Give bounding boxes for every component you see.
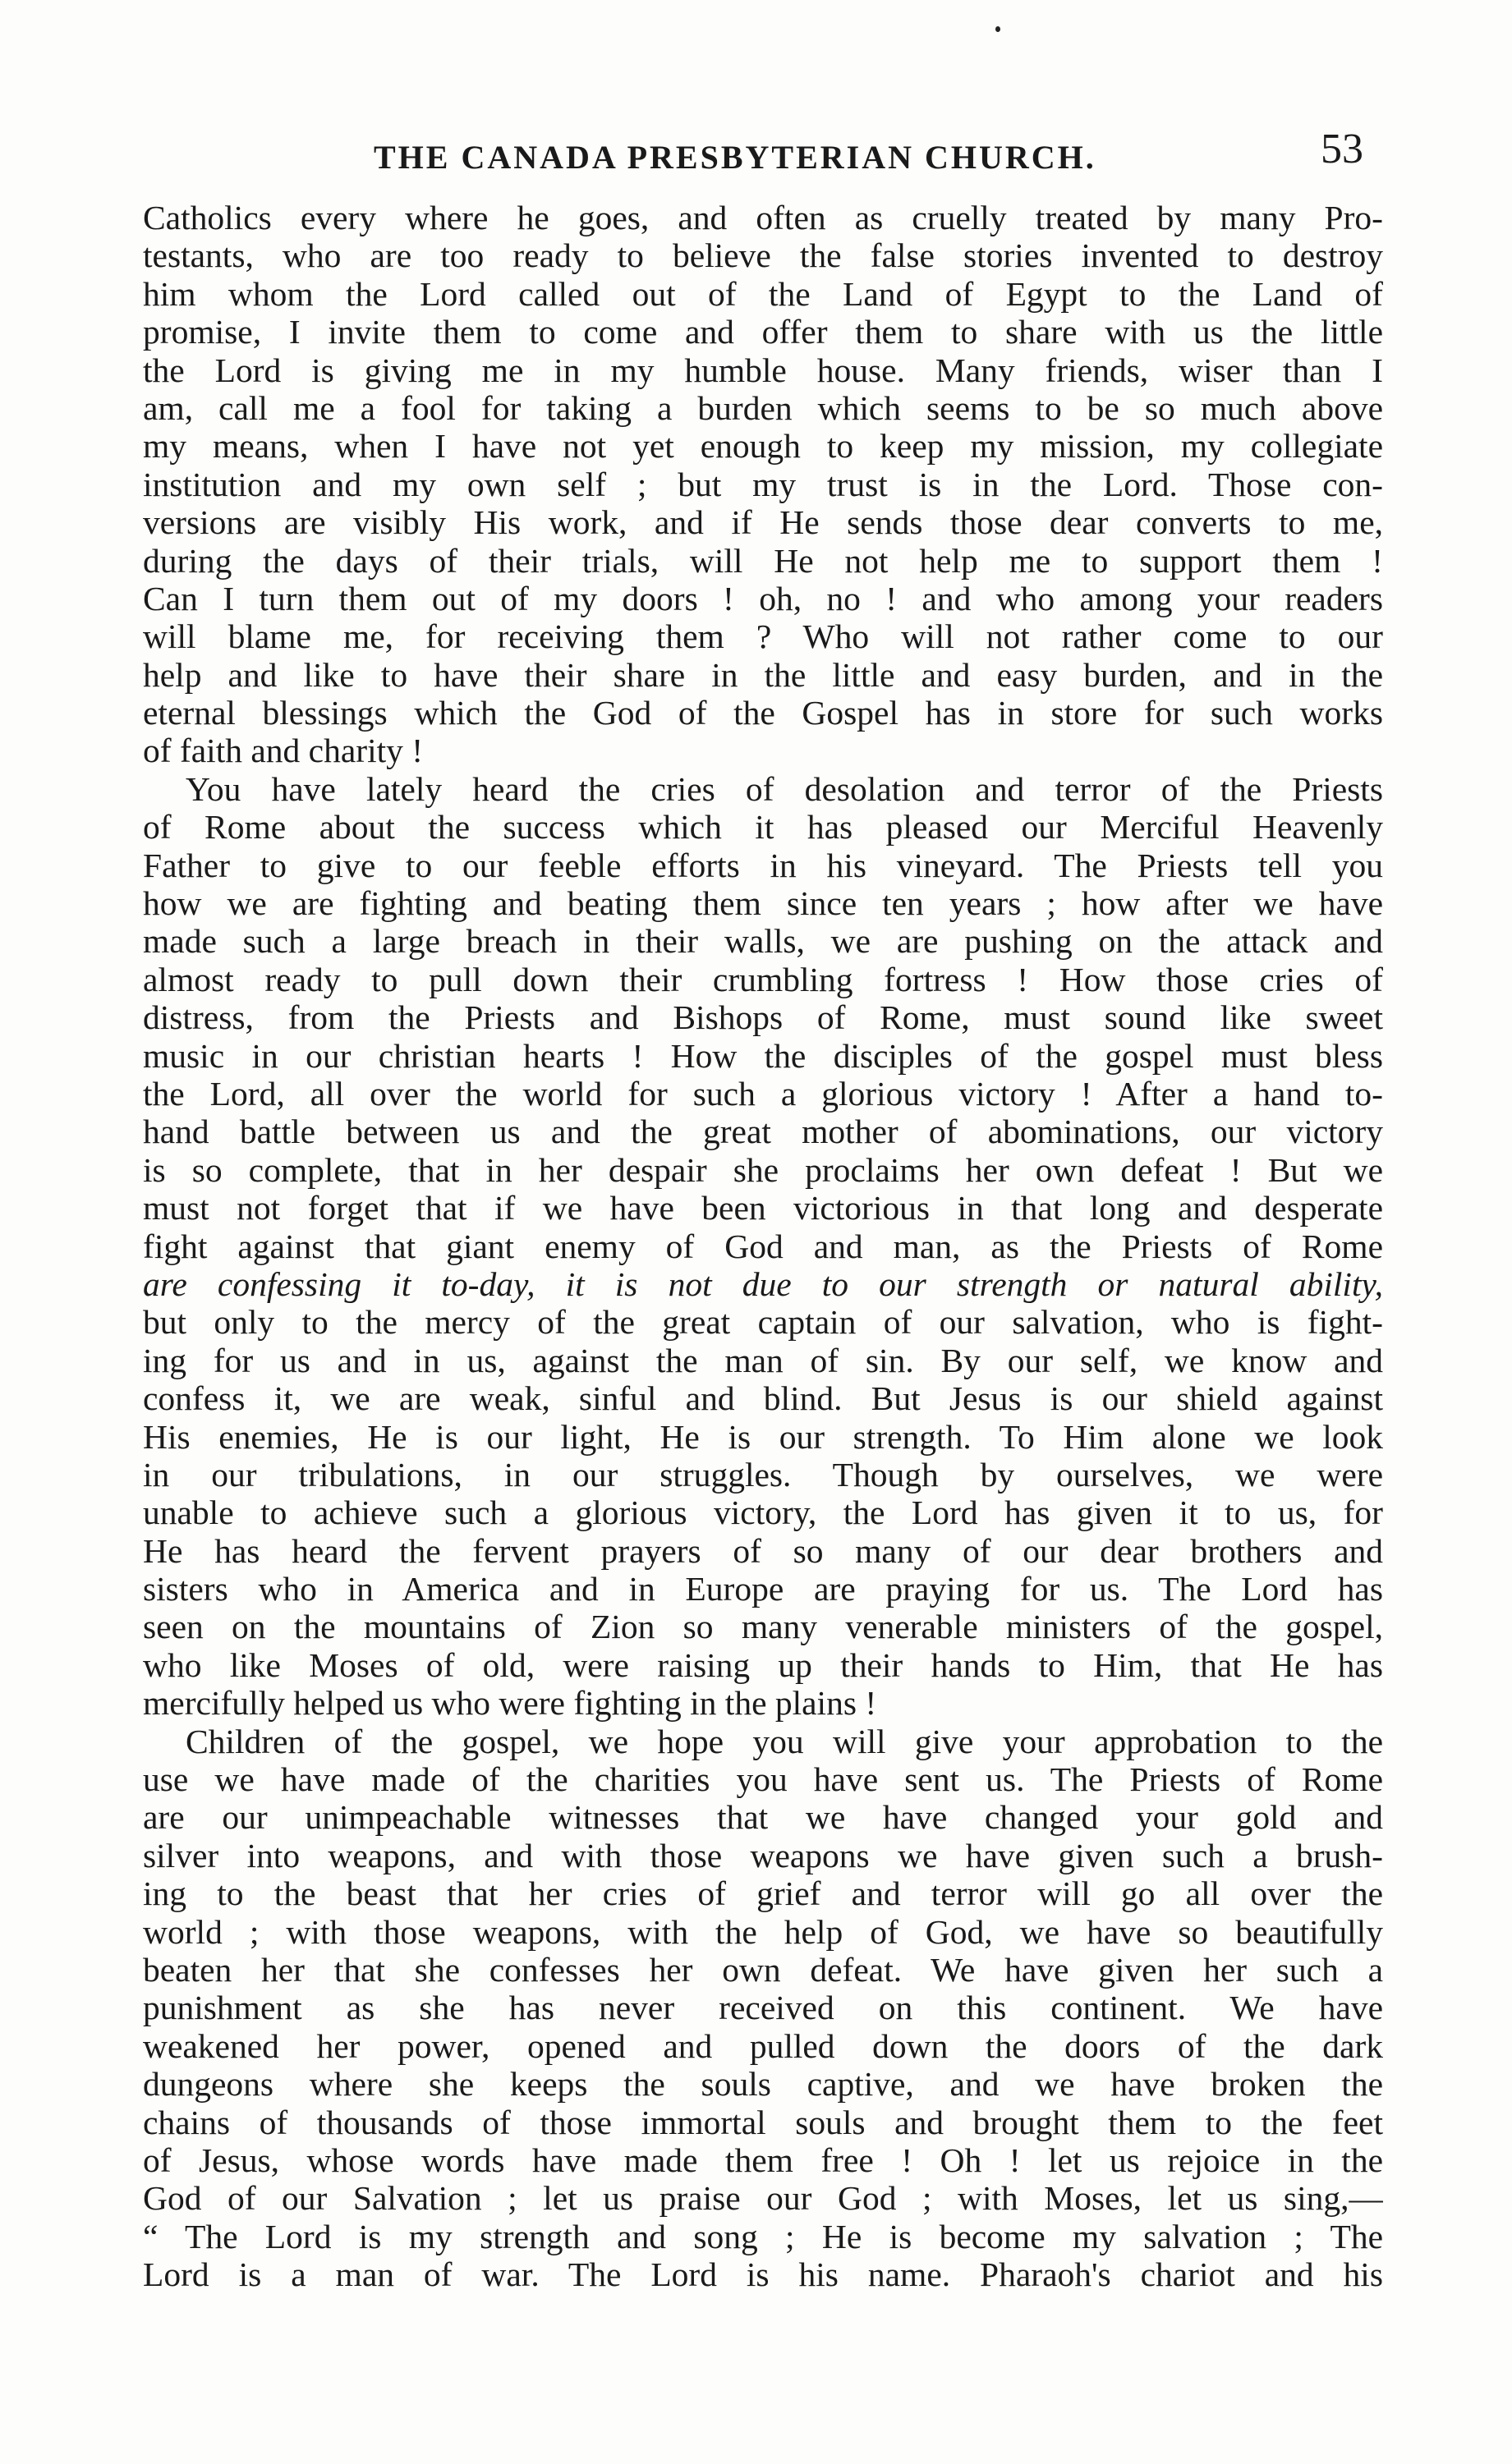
- text-line: almost ready to pull down their crumbling fortress ! How those cries of: [143, 960, 1383, 998]
- text-line: but only to the mercy of the great captain of our salvation, who is fight-: [143, 1303, 1383, 1342]
- text-line: ing for us and in us, against the man of sin. By our self, we know and: [143, 1341, 1383, 1379]
- text-line: is so complete, that in her despair she proclaims her own defeat ! But we: [143, 1150, 1383, 1189]
- text-line: in our tribulations, in our struggles. Though by ourselves, we were: [143, 1455, 1383, 1494]
- text-line: silver into weapons, and with those weapons we have given such a brush-: [143, 1836, 1383, 1874]
- text-line: punishment as she has never received on this continent. We have: [143, 1989, 1383, 2027]
- text-line: seen on the mountains of Zion so many venerable ministers of the gospel,: [143, 1608, 1383, 1646]
- text-line: who like Moses of old, were raising up their hands to Him, that He has: [143, 1645, 1383, 1684]
- text-line: Catholics every where he goes, and often as cruelly treated by many Pro-: [143, 199, 1383, 236]
- text-line: “ The Lord is my strength and song ; He is become my salvation ; The: [143, 2217, 1383, 2255]
- text-line: dungeons where she keeps the souls captive, and we have broken the: [143, 2065, 1383, 2104]
- text-line: him whom the Lord called out of the Land of Egypt to the Land of: [143, 274, 1383, 313]
- text-line: the Lord, all over the world for such a glorious victory ! After a hand to-: [143, 1074, 1383, 1113]
- ink-speck: [995, 26, 1000, 32]
- text-line: mercifully helped us who were fighting in the plains !: [143, 1684, 877, 1723]
- text-line: institution and my own self ; but my trust is in the Lord. Those con-: [143, 465, 1383, 503]
- text-line: of Rome about the success which it has pleased our Merciful Heavenly: [143, 808, 1383, 847]
- text-line: sisters who in America and in Europe are praying for us. The Lord has: [143, 1570, 1383, 1608]
- text-line: versions are visibly His work, and if He sends those dear converts to me,: [143, 503, 1383, 542]
- text-line: help and like to have their share in the little and easy burden, and in the: [143, 655, 1383, 694]
- text-line: chains of thousands of those immortal souls and brought them to the feet: [143, 2103, 1383, 2141]
- text-line: use we have made of the charities you have sent us. The Priests of Rome: [143, 1760, 1383, 1799]
- text-line: distress, from the Priests and Bishops of Rome, must sound like sweet: [143, 998, 1383, 1037]
- text-line: are our unimpeachable witnesses that we have changed your gold and: [143, 1798, 1383, 1837]
- page-number: 53: [1321, 126, 1363, 172]
- running-head: THE CANADA PRESBYTERIAN CHURCH.: [374, 139, 1096, 176]
- text-line: eternal blessings which the God of the Gospel has in store for such works: [143, 694, 1383, 732]
- text-line: Children of the gospel, we hope you will give your approbation to the: [186, 1722, 1383, 1760]
- text-line: His enemies, He is our light, He is our strength. To Him alone we look: [143, 1417, 1383, 1456]
- text-line: hand battle between us and the great mother of abominations, our victory: [143, 1113, 1383, 1151]
- text-line: confess it, we are weak, sinful and blind. But Jesus is our shield against: [143, 1379, 1383, 1418]
- text-line: will blame me, for receiving them ? Who will not rather come to our: [143, 617, 1383, 656]
- text-line: during the days of their trials, will He not help me to support them !: [143, 541, 1383, 580]
- text-line: He has heard the fervent prayers of so many of our dear brothers and: [143, 1531, 1383, 1570]
- text-line: made such a large breach in their walls, we are pushing on the attack and: [143, 922, 1383, 961]
- text-line: are confessing it to-day, it is not due to our strength or natural ability,: [143, 1264, 1383, 1303]
- text-line: how we are fighting and beating them since ten years ; how after we have: [143, 884, 1383, 923]
- text-line: the Lord is giving me in my humble house. Many friends, wiser than I: [143, 351, 1383, 389]
- text-line: Can I turn them out of my doors ! oh, no ! and who among your readers: [143, 579, 1383, 617]
- text-line: promise, I invite them to come and offer them to share with us the little: [143, 313, 1383, 351]
- text-line: am, call me a fool for taking a burden which seems to be so much above: [143, 388, 1383, 427]
- text-line: weakened her power, opened and pulled down the doors of the dark: [143, 2026, 1383, 2065]
- text-line: unable to achieve such a glorious victory, the Lord has given it to us, for: [143, 1494, 1383, 1532]
- text-line: Father to give to our feeble efforts in his vineyard. The Priests tell you: [143, 846, 1383, 884]
- text-line: beaten her that she confesses her own defeat. We have given her such a: [143, 1950, 1383, 1989]
- text-line: ing to the beast that her cries of grief and terror will go all over the: [143, 1874, 1383, 1913]
- text-line: of faith and charity !: [143, 732, 424, 770]
- text-line: of Jesus, whose words have made them free ! Oh ! let us rejoice in the: [143, 2141, 1383, 2179]
- text-line: music in our christian hearts ! How the disciples of the gospel must bless: [143, 1036, 1383, 1075]
- text-line: world ; with those weapons, with the help of God, we have so beautifully: [143, 1912, 1383, 1951]
- text-line: You have lately heard the cries of desolation and terror of the Priests: [186, 769, 1383, 808]
- text-line: must not forget that if we have been victorious in that long and desperate: [143, 1189, 1383, 1227]
- text-line: Lord is a man of war. The Lord is his name. Pharaoh's chariot and his: [143, 2255, 1383, 2294]
- text-line: my means, when I have not yet enough to keep my mission, my collegiate: [143, 427, 1383, 466]
- text-line: God of our Salvation ; let us praise our God ; with Moses, let us sing,—: [143, 2179, 1383, 2218]
- text-line: fight against that giant enemy of God and man, as the Priests of Rome: [143, 1227, 1383, 1265]
- text-line: testants, who are too ready to believe the false stories invented to destroy: [143, 236, 1383, 275]
- body-text: [143, 199, 1383, 2293]
